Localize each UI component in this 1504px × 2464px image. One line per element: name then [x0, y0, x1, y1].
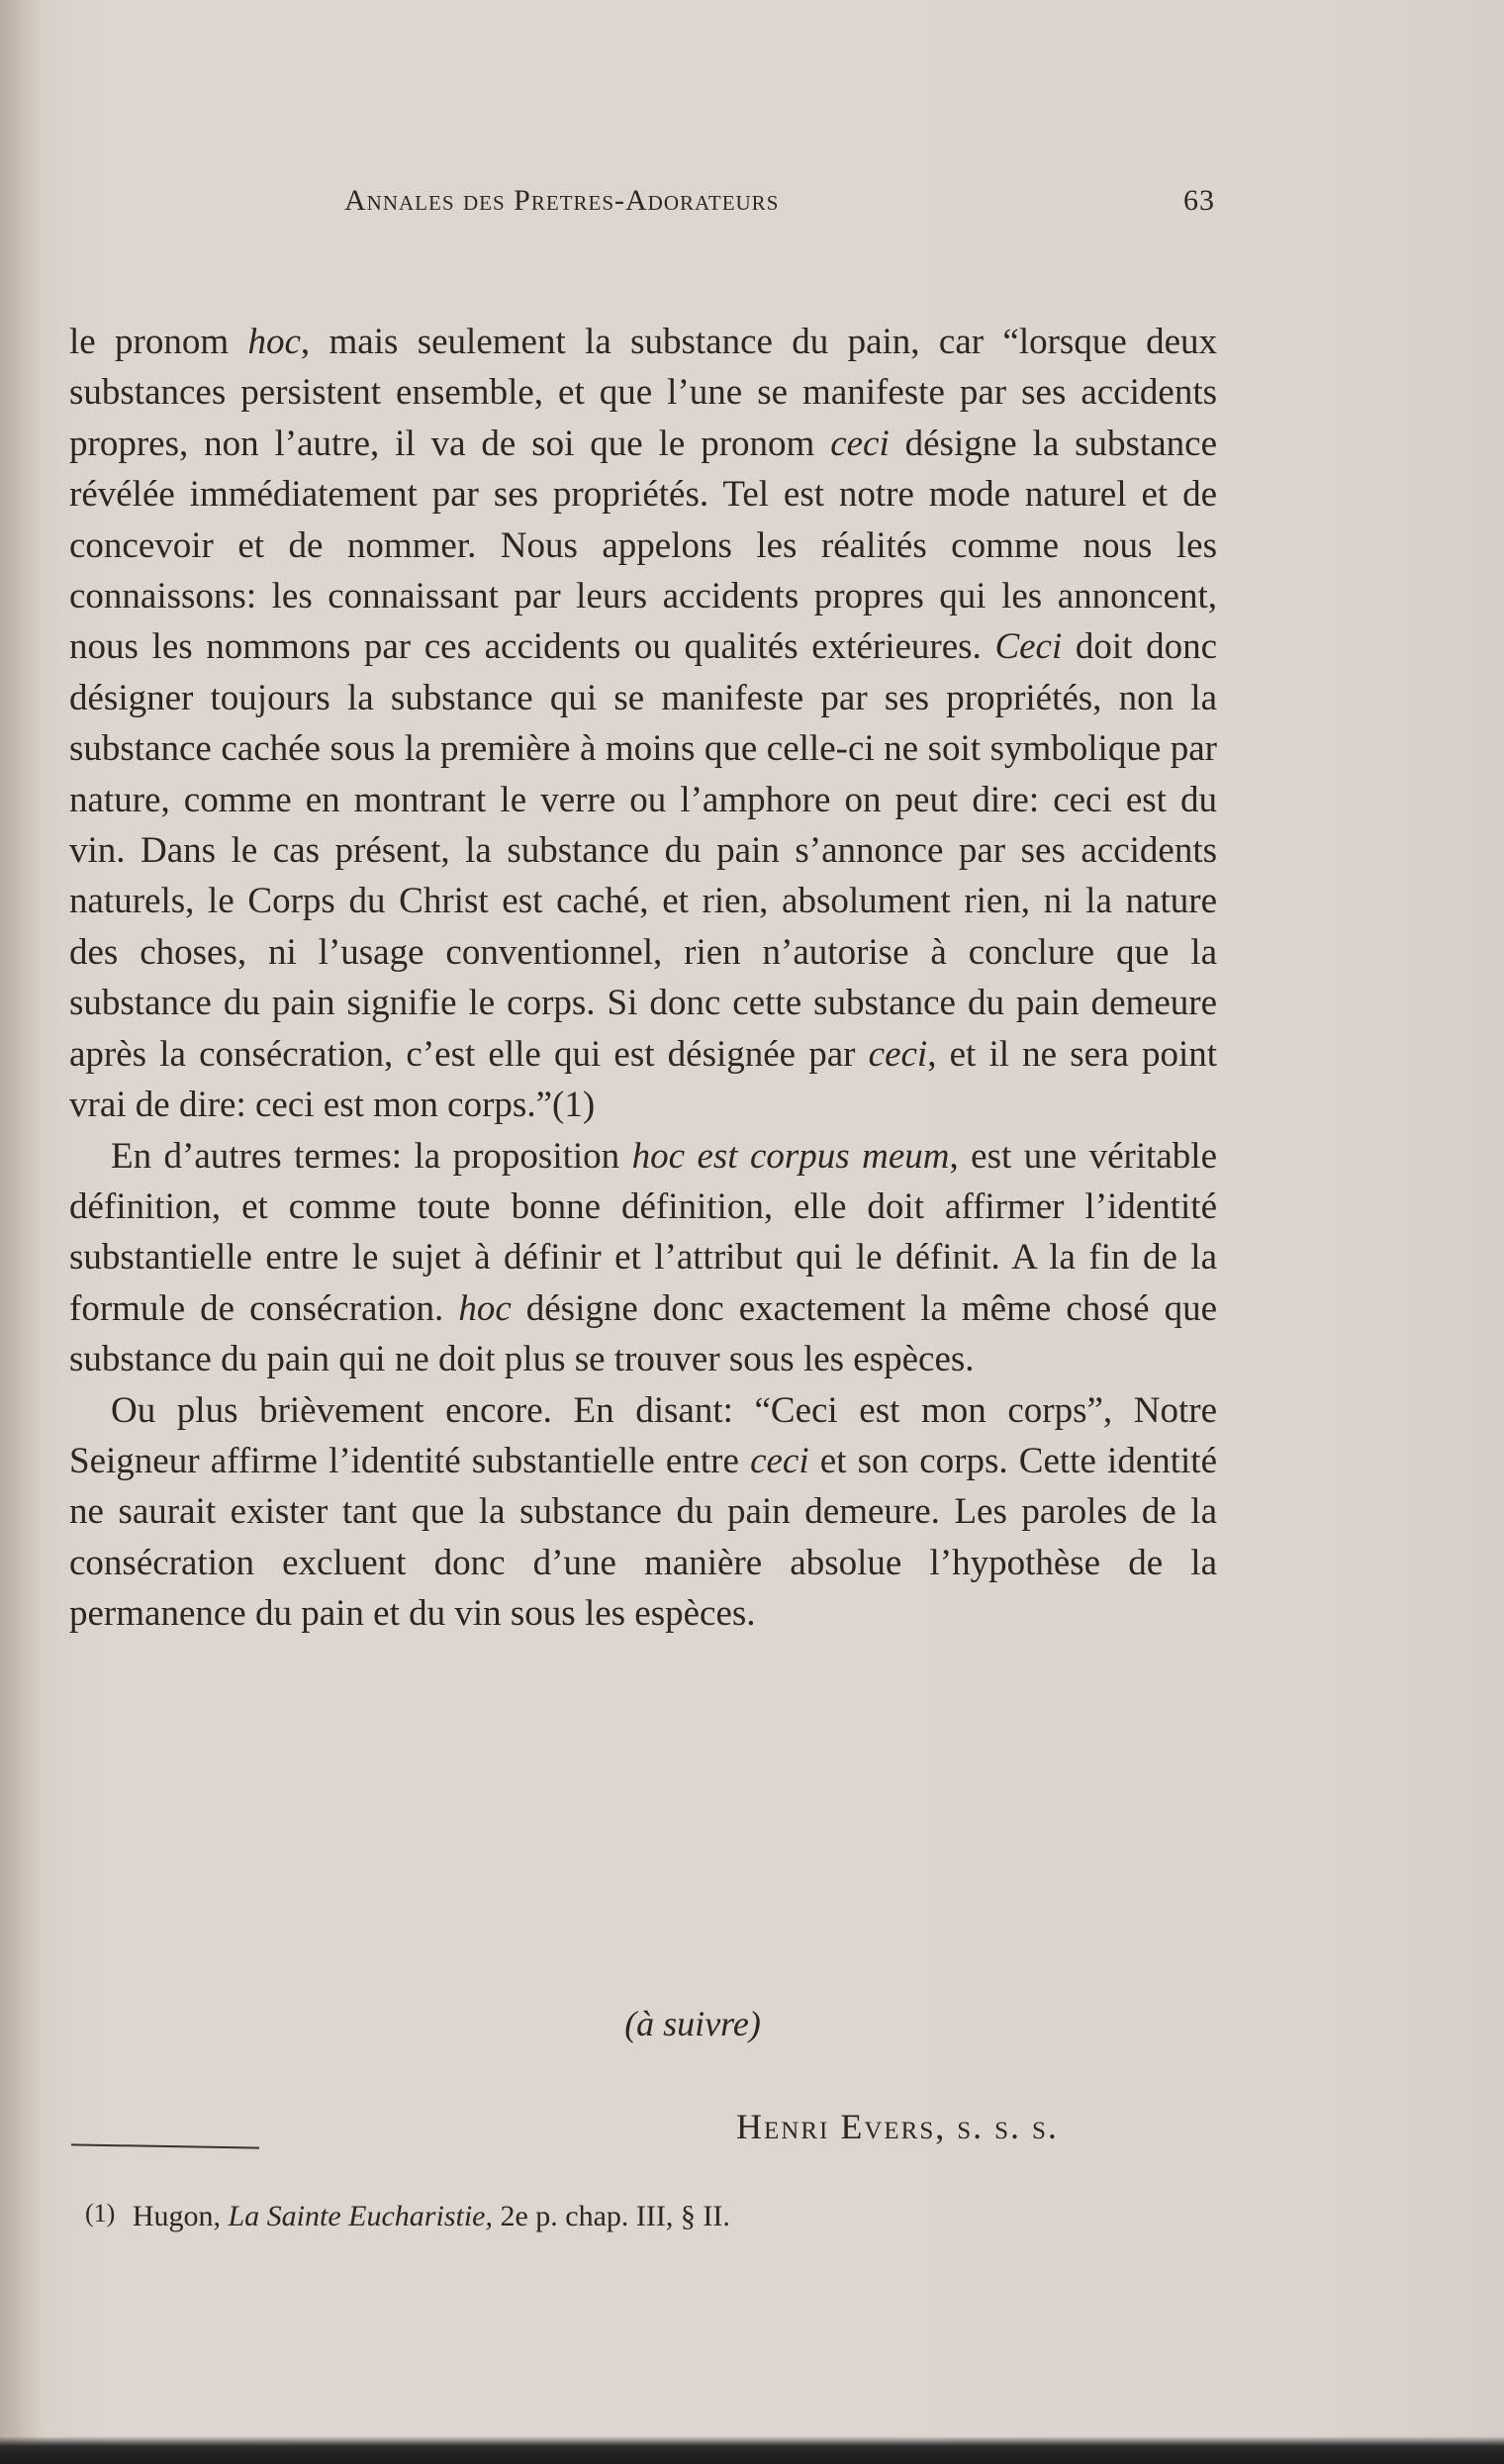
paragraph-3: Ou plus brièvement encore. En disant: “Ceci est mon corps”, Notre Seigneur affirme l’identité substantielle entre ceci et son corps. Cette identité ne saurait exister tant que la substance du pain demeure. Les paroles de la consécration excluent donc d’une manière absolue l’hypothèse de la permanence du pain et du vin sous les espèces.	[69, 1389, 1218, 1635]
footnote-rule	[71, 2143, 259, 2148]
body-text	[69, 317, 1217, 1640]
footnote-number: (1)	[85, 2199, 116, 2227]
italic-text: hoc	[247, 322, 301, 362]
page-number: 63	[1183, 184, 1215, 217]
italic-text: ceci	[868, 1033, 928, 1075]
continued-note: (à suivre)	[624, 2004, 761, 2043]
footnote	[85, 2199, 730, 2233]
italic-text: ceci	[750, 1440, 809, 1481]
running-head-title: Annales des Pretres-Adorateurs	[344, 184, 780, 217]
paragraph-2: En d’autres termes: la proposition hoc est corpus meum, est une véritable définition, et comme toute bonne définition, elle doit affirmer l’identité substantielle entre le sujet à définir et l’attribut qui le définit. A la fin de la formule de consécration. hoc désigne donc exactement la même chosé que substance du pain qui ne doit plus se trouver sous les espèces.	[69, 1135, 1217, 1380]
paragraph-1: le pronom hoc, mais seulement la substance du pain, car “lorsque deux substances persistent ensemble, et que l’une se manifeste par ses accidents propres, non l’autre, il va de soi que le pronom ceci désigne la substance révélée immédiatement par ses propriétés. Tel est notre mode naturel et de concevoir et de nommer. Nous appelons les réalités comme nous les connaissons: les connaissant par leurs accidents propres qui les annoncent, nous les nommons par ces accidents ou qualités extérieures. Ceci doit donc désigner toujours la substance qui se manifeste par ses propriétés, non la substance cachée sous la première à moins que celle-ci ne soit symbolique par nature, comme en montrant le verre ou l’amphore on peut dire: ceci est du vin. Dans le cas présent, la substance du pain s’annonce par ses accidents naturels, le Corps du Christ est caché, et rien, absolument rien, ni la nature des choses, ni l’usage conventionnel, rien n’autorise à conclure que la substance du pain signifie le corps. Si donc cette substance du pain demeure après la consécration, c’est elle qui est désignée par ceci, et il ne sera point vrai de dire: ceci est mon corps.”(1)	[69, 322, 1218, 1126]
italic-text: hoc est corpus meum	[631, 1135, 950, 1177]
italic-text: Ceci	[994, 626, 1063, 668]
footnote-reference: 2e p. chap. III, § II.	[500, 2200, 730, 2232]
scan-bottom-edge	[0, 2436, 1504, 2464]
footnote-work: La Sainte Eucharistie,	[228, 2200, 493, 2232]
author-signature: Henri Evers, s. s. s.	[736, 2107, 1059, 2146]
italic-text: ceci	[830, 423, 890, 464]
italic-text: hoc	[458, 1287, 512, 1329]
footnote-author: Hugon,	[132, 2200, 221, 2232]
running-head	[344, 184, 1215, 228]
binding-gutter-shadow	[0, 0, 46, 2464]
